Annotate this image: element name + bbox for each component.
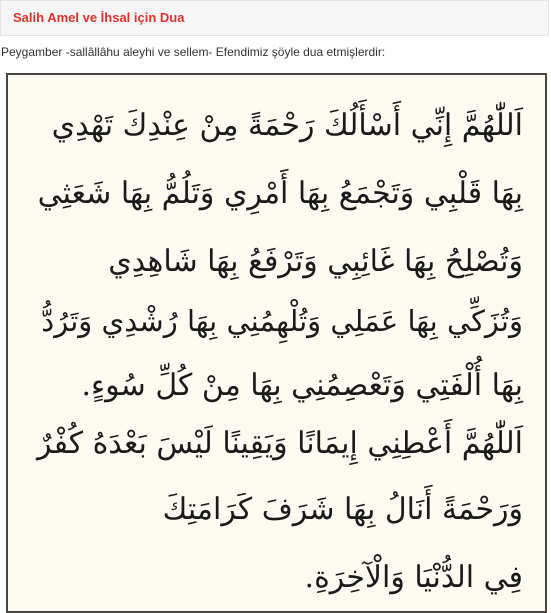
dua-image-panel (6, 73, 547, 613)
dua-line-2: بِهَا قَلْبِي وَتَجْمَعُ بِهَا أَمْرِي وَتَلُمُّ بِهَا شَعَثِي (37, 176, 523, 211)
intro-text: Peygamber -sallâllâhu aleyhi ve sellem- Efendimiz şöyle dua etmişlerdir: (1, 45, 386, 59)
dua-line-1: اَللّٰهُمَّ إِنِّي أَسْأَلُكَ رَحْمَةً مِنْ عِنْدِكَ تَهْدِي (51, 108, 523, 143)
dua-line-4: وَتُزَكِّي بِهَا عَمَلِي وَتُلْهِمُنِي بِهَا رُشْدِي وَتَرُدُّ (41, 304, 523, 338)
dua-line-7: وَرَحْمَةً أَنَالُ بِهَا شَرَفَ كَرَامَتِكَ (162, 492, 523, 527)
section-header (0, 0, 549, 36)
dua-line-6: اَللّٰهُمَّ أَعْطِنِي إِيمَانًا وَيَقِينًا لَيْسَ بَعْدَهُ كُفْرٌ (37, 426, 523, 461)
dua-line-5: بِهَا أُلْفَتِي وَتَعْصِمُنِي بِهَا مِنْ كُلِّ سُوءٍ. (81, 368, 523, 403)
dua-line-8: فِي الدُّنْيَا وَالْآخِرَةِ. (304, 560, 523, 595)
section-title: Salih Amel ve İhsal için Dua (13, 10, 185, 25)
dua-line-3: وَتُصْلِحُ بِهَا غَائِبِي وَتَرْفَعُ بِهَا شَاهِدِي (108, 244, 523, 279)
